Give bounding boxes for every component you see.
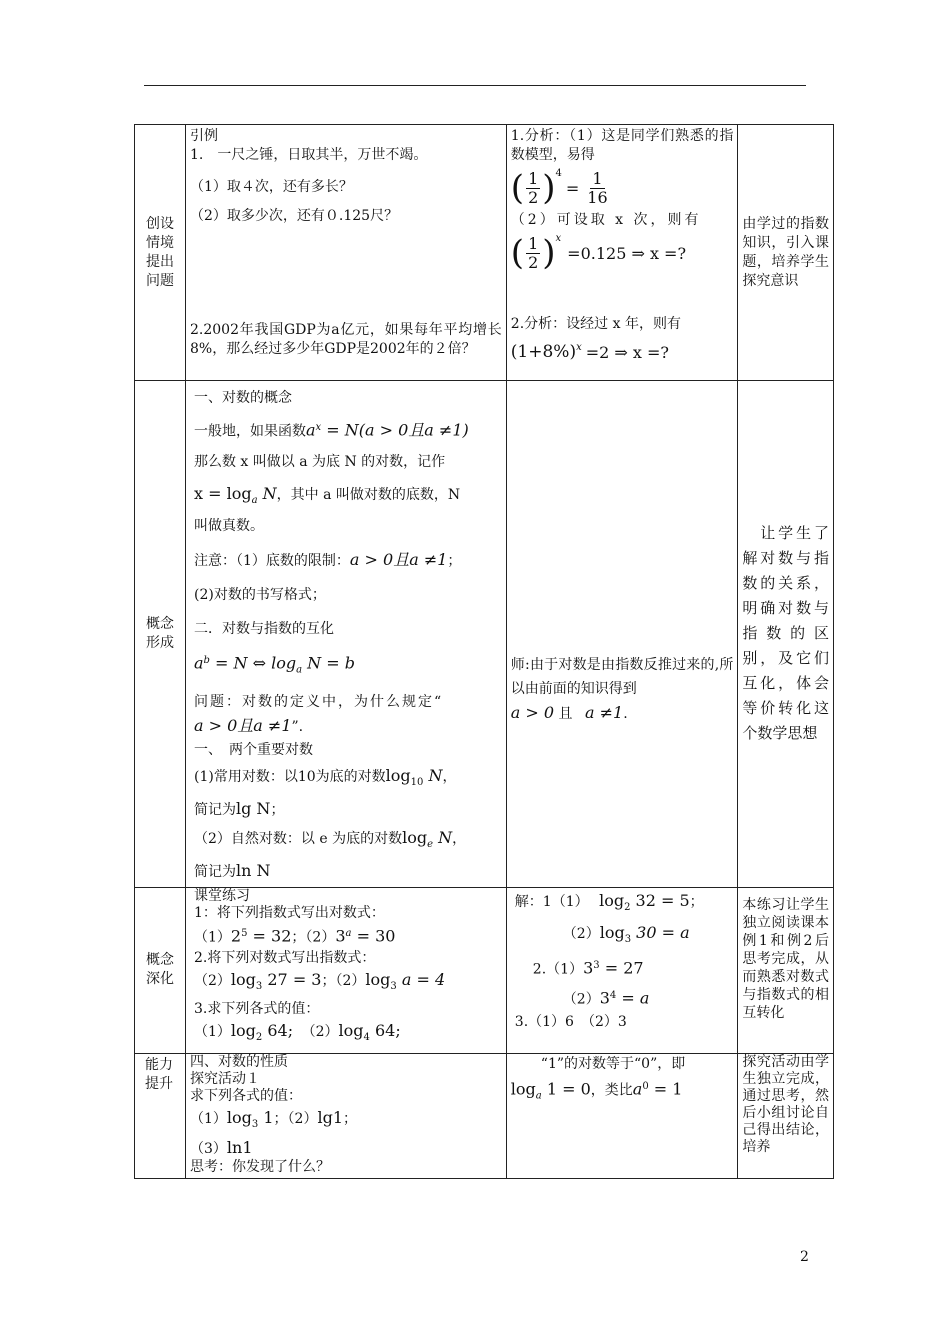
content-cell: [185, 1053, 506, 1178]
text-line: 四、对数的性质: [189, 1053, 288, 1070]
math: x = log: [193, 483, 252, 503]
answer-line: [511, 1074, 734, 1109]
text-line: （2）取多少次，还有０.125尺？: [189, 208, 399, 224]
text-line: （1）取４次，还有多长？: [189, 179, 353, 195]
text-line: 1.分析：（1）这是同学们熟悉的指数模型，易得: [510, 128, 734, 163]
math: ln N: [235, 860, 271, 880]
text-paragraph: 2.2002年我国GDP为a亿元，如果每年平均增长8%，那么经过多少年GDP是2002年的２倍？: [189, 322, 502, 357]
content-cell: [185, 381, 506, 888]
subscript: a: [535, 1090, 542, 1102]
math: 1: [258, 1107, 274, 1127]
text-line: [511, 701, 734, 726]
text-line: [194, 547, 502, 574]
text: （2）自然对数：以 e 为底的对数: [193, 830, 403, 847]
content-cell: [185, 125, 506, 381]
text: ，其中 a 叫做对数的底数，N: [276, 486, 461, 503]
text: 2.（1）: [532, 961, 584, 978]
equation-base: (1+8%): [510, 342, 577, 362]
text: （2）: [562, 926, 600, 943]
text-line: “1”的对数等于“0”，即: [540, 1055, 686, 1072]
exercise-line: [194, 967, 502, 1000]
math: a ≠1: [585, 703, 624, 722]
question-line: [194, 690, 502, 739]
analysis-cell: [506, 1053, 738, 1178]
text: （1）: [193, 1023, 231, 1040]
exponent: b: [203, 655, 210, 667]
table-row: [135, 887, 834, 1053]
heading: 一、 两个重要对数: [193, 741, 313, 758]
math: 27 = 3: [262, 970, 322, 990]
text: 问题：对数的定义中，为什么规定“: [193, 693, 444, 710]
math: N: [257, 483, 277, 503]
math: 3: [335, 926, 346, 946]
exponent: 4: [555, 168, 562, 179]
answer-line: [515, 920, 734, 953]
math: log: [385, 765, 411, 785]
math: 3: [599, 988, 610, 1008]
math: a: [305, 420, 316, 440]
math: 64;: [369, 1020, 401, 1040]
text: 一般地，如果函数: [193, 423, 306, 440]
subscript: 4: [363, 1031, 370, 1043]
subscript: 3: [624, 934, 632, 946]
exercise-line: [190, 1105, 502, 1138]
math: log: [365, 970, 391, 990]
table-row: [135, 125, 834, 381]
text: ，: [442, 768, 457, 785]
text: ；（2）: [273, 1110, 318, 1127]
text: ；: [343, 1110, 358, 1127]
lesson-plan-table: [134, 124, 834, 1179]
denominator: 16: [587, 187, 608, 207]
answer-line: [515, 983, 734, 1013]
numerator: 1: [528, 233, 539, 253]
comment-cell: [738, 887, 834, 1053]
analysis-cell: [506, 887, 738, 1053]
equation: [511, 342, 734, 362]
math: = 1: [648, 1079, 683, 1099]
definition-line: [194, 415, 502, 445]
table-row: [135, 1053, 834, 1178]
math: a > 0: [510, 703, 555, 722]
stage-label: 形成: [145, 634, 174, 651]
stage-label: 问题: [145, 272, 174, 289]
text: ；（2）: [321, 973, 366, 990]
subscript: 2: [624, 901, 631, 913]
text: ；（2）: [291, 929, 336, 946]
equation-tail: =2 ⇒ x =?: [585, 342, 669, 362]
text: ；: [447, 553, 462, 570]
math: = 30: [351, 926, 396, 946]
text-line: 求下列各式的值：: [189, 1087, 302, 1104]
math: N = b: [302, 654, 355, 674]
text-line: 2.将下列对数式写出指数式：: [193, 950, 376, 967]
math: ln1: [226, 1137, 253, 1157]
equation-tail: =0.125 ⇒ x =?: [567, 243, 687, 263]
comment-cell: [738, 125, 834, 381]
stage-label: 能力: [145, 1056, 173, 1073]
exponent: 3: [593, 960, 600, 972]
math: 64;: [262, 1020, 294, 1040]
analysis-cell: [506, 125, 738, 381]
math: log: [599, 923, 625, 943]
text-line: (2)对数的书写格式；: [193, 587, 326, 604]
text: 简记为: [193, 863, 236, 880]
subscript: a: [296, 664, 303, 676]
text: ；: [689, 893, 704, 910]
section-title: 课堂练习: [193, 887, 250, 904]
text: 且: [558, 706, 573, 722]
text: .: [623, 706, 628, 722]
heading: 二．对数与指数的互化: [193, 621, 334, 638]
answer-line: [515, 953, 734, 983]
stage-cell: [135, 1053, 186, 1178]
exponent: 0: [642, 1080, 649, 1092]
text: ”.: [291, 718, 304, 735]
math: N: [423, 765, 443, 785]
text-paragraph: 师:由于对数是由指数反推过来的,所以由前面的知识得到: [510, 657, 734, 697]
text: （2）: [562, 991, 600, 1008]
math: = N(a > 0且a ≠1): [321, 420, 469, 440]
math: 32 = 5: [630, 890, 690, 910]
math: a = 4: [396, 970, 446, 990]
math: = 27: [599, 958, 644, 978]
text-line: 思考：你发现了什么？: [189, 1158, 330, 1175]
text-line: [194, 858, 502, 885]
exercise-line: [194, 1018, 502, 1051]
subscript: 3: [255, 980, 263, 992]
math: log: [402, 827, 428, 847]
formula-line: [194, 648, 502, 683]
page-number: 2: [800, 1249, 809, 1265]
text: 注意：（1）底数的限制：: [193, 553, 350, 570]
text-line: 1：将下列指数式写出对数式：: [193, 904, 385, 921]
comment-cell: [738, 381, 834, 888]
math: lg1: [317, 1107, 344, 1127]
math: 30 = a: [631, 923, 690, 943]
math: N: [433, 827, 453, 847]
equation: ( $\frac{1}{2}$ ) x =0.125 ⇒ x =?: [510, 233, 687, 273]
text-line: 叫做真数。: [193, 518, 264, 535]
teaching-note: 本练习让学生独立阅读课本例1和例2后思考完成，从而熟悉对数式与指数式的相互转化: [742, 896, 829, 1021]
text: ，: [452, 830, 467, 847]
math: = a: [616, 988, 650, 1008]
subscript: 10: [410, 776, 424, 788]
text: 解：1（1）: [514, 893, 589, 910]
exponent: a: [345, 927, 352, 939]
numerator: 1: [592, 168, 603, 188]
denominator: 2: [528, 187, 539, 207]
stage-label: 创设: [145, 215, 174, 232]
heading: 一、对数的概念: [193, 390, 292, 406]
teaching-note: 让学生了解对数与指数的关系，明确对数与指数的区别，及它们互化，体会等价转化这个数学思想: [742, 524, 829, 743]
table-row: [135, 381, 834, 888]
section-title: 引例: [189, 128, 218, 144]
subscript: a: [251, 494, 258, 506]
exercise-line: [190, 1138, 502, 1159]
denominator: 2: [528, 252, 539, 272]
text: （2）: [301, 1023, 339, 1040]
math: = N ⇔ log: [209, 654, 297, 674]
text: （1）: [193, 929, 231, 946]
stage-label: 情境: [145, 234, 174, 251]
text: ，类比: [590, 1082, 633, 1099]
subscript: 2: [255, 1031, 263, 1043]
math: a > 0且a ≠1: [193, 715, 292, 735]
analysis-cell: [506, 381, 738, 888]
stage-label: 深化: [145, 971, 174, 988]
equation: ( $\frac{1}{2}$ ) 4 = $\frac{1}{16}$: [510, 168, 608, 208]
math: 1 = 0: [541, 1079, 591, 1099]
stage-label: 提升: [145, 1075, 173, 1092]
content-cell: [185, 887, 506, 1053]
stage-label: 概念: [145, 952, 174, 969]
text: ；: [270, 801, 285, 818]
text: 简记为: [193, 801, 236, 818]
math: a: [632, 1079, 643, 1099]
text: （1）: [189, 1110, 227, 1127]
text-line: 1. 一尺之锤，日取其半，万世不竭。: [189, 147, 428, 163]
subscript: 3: [251, 1118, 259, 1130]
stage-label: 提出: [145, 253, 174, 270]
text: （3）: [189, 1140, 227, 1157]
text-line: 那么数 x 叫做以 a 为底 N 的对数，记作: [193, 453, 446, 470]
text: （2）: [193, 973, 231, 990]
exponent: x: [576, 342, 582, 353]
exponent: 5: [241, 927, 248, 939]
teaching-note: 由学过的指数知识，引入课题，培养学生探究意识: [742, 215, 829, 289]
math: log: [226, 1107, 252, 1127]
text-line: 2.分析：设经过 x 年，则有: [510, 316, 681, 332]
teaching-note: 探究活动由学生独立完成，通过思考，然后小组讨论自己得出结论，培养: [742, 1053, 829, 1155]
math: log: [510, 1079, 536, 1099]
math: log: [338, 1020, 364, 1040]
stage-label: 概念: [145, 615, 174, 632]
text-line: （2）可设取 x 次，则有: [510, 212, 702, 228]
exercise-line: [194, 922, 502, 950]
numerator: 1: [528, 168, 539, 188]
exponent: 4: [609, 989, 617, 1001]
text-line: 3.求下列各式的值：: [193, 1000, 320, 1017]
header-rule: [144, 85, 806, 86]
exponent: x: [315, 422, 322, 433]
comment-cell: [738, 1053, 834, 1178]
math: = 32: [247, 926, 292, 946]
math: a: [193, 654, 204, 674]
text-line: [194, 763, 502, 796]
stage-cell: [135, 381, 186, 888]
math: lg N: [235, 798, 271, 818]
definition-line: [194, 481, 502, 514]
subscript: 3: [390, 980, 397, 992]
answer-line: 3.（1）6 （2）3: [514, 1014, 627, 1031]
stage-cell: [135, 887, 186, 1053]
subscript: e: [427, 838, 433, 850]
math: log: [230, 1020, 256, 1040]
math: 2: [230, 926, 242, 946]
answer-line: [515, 888, 734, 921]
math: log: [230, 970, 256, 990]
text-line: [194, 825, 502, 858]
text-line: [194, 796, 502, 823]
text-line: 探究活动１: [189, 1070, 260, 1087]
math: 3: [583, 958, 594, 978]
math: log: [599, 890, 625, 910]
stage-cell: [135, 125, 186, 381]
text: (1)常用对数：以10为底的对数: [193, 768, 386, 785]
math: a > 0且a ≠1: [349, 550, 448, 570]
exponent: x: [555, 233, 562, 244]
